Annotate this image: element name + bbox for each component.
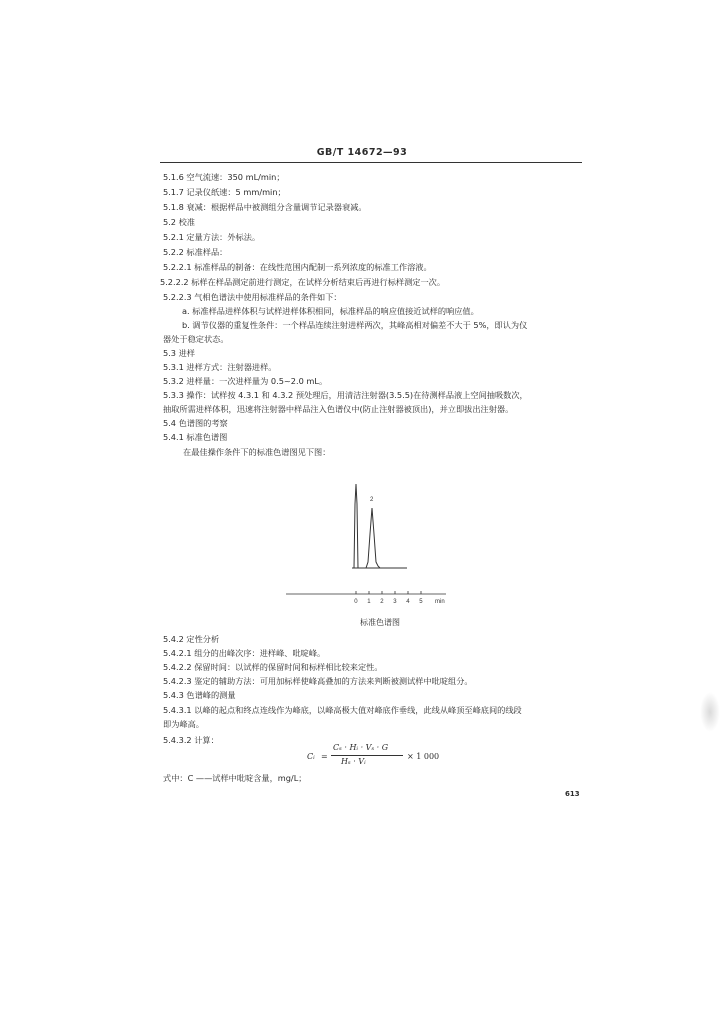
tick-label: 5	[419, 599, 423, 605]
tick-label: 1	[367, 599, 371, 605]
figure-caption: 标准色谱图	[360, 618, 400, 627]
text-line: 式中：C ——试样中吡啶含量，mg/L；	[163, 773, 307, 783]
text-line: 5.1.8 衰减：根据样品中被测组分含量调节记录器衰减。	[163, 202, 367, 212]
text-line: 5.2.1 定量方法：外标法。	[163, 232, 261, 242]
scan-smudge	[700, 692, 720, 732]
text-line: 5.2.2.1 标准样品的制备：在线性范围内配制一系列浓度的标准工作溶液。	[163, 262, 432, 272]
text-line: 5.2 校准	[163, 217, 195, 227]
text-line: 5.3.2 进样量：一次进样量为 0.5~2.0 mL。	[163, 376, 328, 386]
text-line: 5.1.6 空气流速：350 mL/min；	[163, 172, 285, 182]
text-line: 5.4.3.1 以峰的起点和终点连线作为峰底，以峰高极大值对峰底作垂线，此线从峰顶至峰底间的线段	[163, 705, 522, 715]
text-line: 5.3.1 进样方式：注射器进样。	[163, 362, 277, 372]
text-line: 5.4.2.1 组分的出峰次序：进样峰、吡啶峰。	[163, 648, 326, 658]
formula-equals: =	[321, 752, 328, 761]
formula-lhs: Cᵢ	[307, 752, 315, 761]
text-line: 5.2.2.2 标样在样品测定前进行测定，在试样分析结束后再进行标样测定一次。	[160, 277, 446, 287]
time-axis-unit: min	[435, 599, 445, 605]
text-line: 在最佳操作条件下的标准色谱图见下图：	[183, 447, 331, 457]
text-line: 即为峰高。	[163, 719, 204, 729]
text-line: 5.4 色谱图的考察	[163, 418, 228, 428]
text-line: 5.3 进样	[163, 348, 195, 358]
tick-label: 4	[406, 599, 410, 605]
tick-group	[354, 591, 423, 605]
standard-chromatogram	[286, 478, 446, 610]
header-rule	[160, 162, 582, 163]
text-line: 5.4.2.3 鉴定的辅助方法：可用加标样使峰高叠加的方法来判断被测试样中吡啶组分。	[163, 676, 473, 686]
chromatogram-trace	[352, 484, 407, 568]
text-line: b. 调节仪器的重复性条件：一个样品连续注射进样两次，其峰高相对偏差不大于 5%，即认为仪	[182, 320, 528, 330]
text-line: 5.4.2 定性分析	[163, 634, 220, 644]
text-line: 5.2.2.3 气相色谱法中使用标准样品的条件如下：	[163, 292, 342, 302]
page-header: GB/T 14672—93	[316, 147, 408, 158]
tick-label: 2	[380, 599, 384, 605]
text-line: 器处于稳定状态。	[163, 334, 229, 344]
page-number: 613	[565, 790, 580, 798]
text-line: 抽取所需进样体积，迅速将注射器中样品注入色谱仪中(防止注射器被顶出)，并立即拔出注射器。	[163, 404, 514, 414]
tick-label: 0	[354, 599, 358, 605]
fraction-bar	[331, 755, 403, 756]
text-line: 5.4.3 色谱峰的测量	[163, 690, 236, 700]
formula-numerator: Cₛ · Hᵢ · Vₛ · G	[333, 743, 389, 752]
text-line: 5.4.3.2 计算：	[163, 735, 219, 745]
peak-label: 2	[370, 497, 374, 503]
text-line: 5.1.7 记录仪纸速：5 mm/min；	[163, 187, 286, 197]
formula-multiplier: × 1 000	[407, 752, 440, 761]
text-line: a. 标准样品进样体积与试样进样体积相同，标准样品的响应值接近试样的响应值。	[182, 306, 479, 316]
text-line: 5.3.3 操作：试样按 4.3.1 和 4.3.2 预处理后，用清洁注射器(3.5.5)在待测样品液上空间抽吸数次，	[163, 390, 528, 400]
text-line: 5.4.1 标准色谱图	[163, 432, 228, 442]
text-line: 5.2.2 标准样品：	[163, 247, 228, 257]
text-line: 5.4.2.2 保留时间：以试样的保留时间和标样相比较来定性。	[163, 662, 383, 672]
tick-label: 3	[393, 599, 397, 605]
formula-denominator: Hₛ · Vᵢ	[341, 757, 366, 766]
